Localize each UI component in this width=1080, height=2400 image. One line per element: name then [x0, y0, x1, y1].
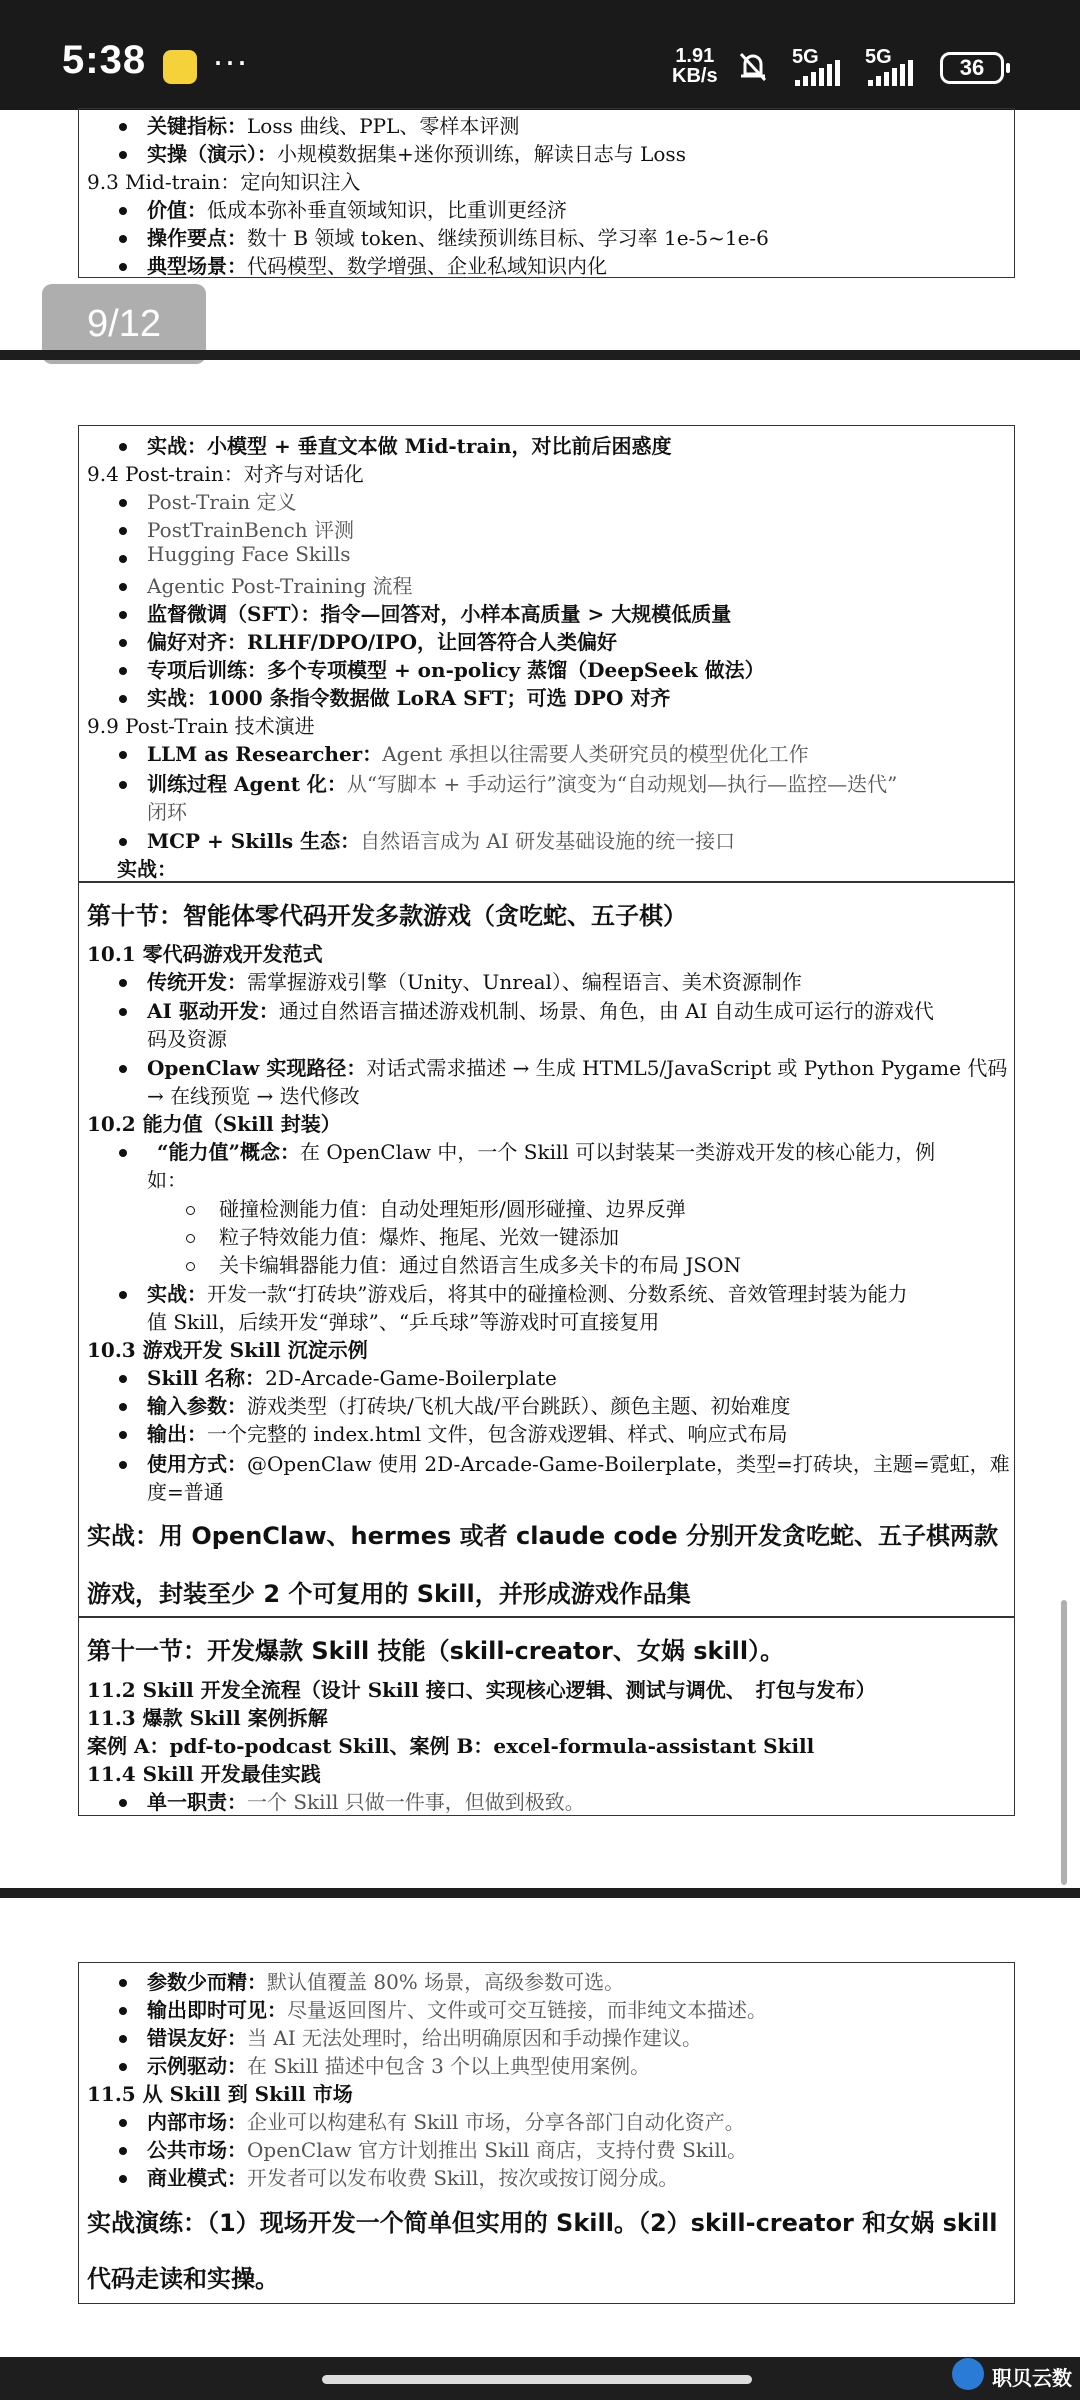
clock: 5:38 [62, 38, 147, 82]
section-title: 第十一节：开发爆款 Skill 技能（skill-creator、女娲 skill）。 [87, 1637, 785, 1665]
section-heading: 11.2 Skill 开发全流程（设计 Skill 接口、实现核心逻辑、测试与调优、 打包与发布） [87, 1678, 876, 1702]
list-item: 单一职责：一个 Skill 只做一件事，但做到极致。 [147, 1790, 585, 1814]
list-item: 输出：一个完整的 index.html 文件，包含游戏逻辑、样式、响应式布局 [147, 1422, 788, 1446]
list-item: 错误友好：当 AI 无法处理时，给出明确原因和手动操作建议。 [147, 2026, 703, 2050]
list-item: 示例驱动：在 Skill 描述中包含 3 个以上典型使用案例。 [147, 2054, 651, 2078]
section-heading: 11.4 Skill 开发最佳实践 [87, 1762, 321, 1786]
more-notifications-icon: ··· [212, 40, 248, 81]
list-item: 偏好对齐：RLHF/DPO/IPO，让回答符合人类偏好 [147, 630, 618, 654]
list-item: 粒子特效能力值：爆炸、拖尾、光效一键添加 [219, 1225, 619, 1249]
list-item: 碰撞检测能力值：自动处理矩形/圆形碰撞、边界反弹 [219, 1197, 686, 1221]
list-item: 实战：小模型 + 垂直文本做 Mid-train，对比前后困惑度 [147, 434, 672, 458]
list-item: 训练过程 Agent 化：从“写脚本 + 手动运行”演变为“自动规划—执行—监控—迭代” [147, 772, 898, 796]
list-item: 实战： [117, 857, 177, 881]
list-item: 使用方式：@OpenClaw 使用 2D-Arcade-Game-Boilerplate，类型=打砖块，主题=霓虹，难 [147, 1452, 1010, 1476]
list-item: 参数少而精：默认值覆盖 80% 场景，高级参数可选。 [147, 1970, 625, 1994]
list-item: MCP + Skills 生态：自然语言成为 AI 研发基础设施的统一接口 [147, 829, 736, 853]
app-notification-icon [163, 50, 197, 84]
list-item: 实操（演示）： [147, 142, 277, 166]
list-item: 公共市场：OpenClaw 官方计划推出 Skill 商店，支持付费 Skill。 [147, 2138, 748, 2162]
section-heading: 10.2 能力值（Skill 封装） [87, 1112, 341, 1136]
network-type-2: 5G [865, 46, 892, 68]
watermark-logo-icon [952, 2358, 984, 2390]
list-item: Agentic Post-Training 流程 [147, 574, 413, 598]
list-item: AI 驱动开发：通过自然语言描述游戏机制、场景、角色，由 AI 自动生成可运行的游戏代 [147, 999, 934, 1023]
section-title: 第十节：智能体零代码开发多款游戏（贪吃蛇、五子棋） [87, 902, 687, 930]
battery-icon: 36 [940, 52, 1004, 84]
list-item: 实战：1000 条指令数据做 LoRA SFT；可选 DPO 对齐 [147, 686, 671, 710]
list-item: 操作要点： [147, 226, 247, 250]
list-item: 输入参数：游戏类型（打砖块/飞机大战/平台跳跃）、颜色主题、初始难度 [147, 1394, 791, 1418]
section-heading: 10.3 游戏开发 Skill 沉淀示例 [87, 1338, 368, 1362]
document-page-1: 关键指标：Loss 曲线、PPL、零样本评测 实操（演示）：小规模数据集+迷你预训练，解读日志与 Loss 9.3 Mid-train：定向知识注入 价值：低成本弥补垂直领域知识，比重训更经济 操作要点：数十 B 领域 token、继续预训练目标、学习率 1e-5~1e-6 典型场景：代码模型、数学增强、企业私域知识内化 [78, 108, 1015, 278]
list-item: 关卡编辑器能力值：通过自然语言生成多关卡的布局 JSON [219, 1253, 741, 1277]
list-item: 监督微调（SFT）：指令—回答对，小样本高质量 > 大规模低质量 [147, 602, 732, 626]
section-heading: 案例 A：pdf-to-podcast Skill、案例 B：excel-formula-assistant Skill [87, 1734, 815, 1758]
list-item: Post-Train 定义 [147, 490, 297, 514]
list-item: Skill 名称：2D-Arcade-Game-Boilerplate [147, 1366, 557, 1390]
section-heading: 9.4 Post-train：对齐与对话化 [87, 462, 364, 486]
watermark-text: 职贝云数 [992, 2366, 1072, 2390]
list-item: 专项后训练：多个专项模型 + on-policy 蒸馏（DeepSeek 做法） [147, 658, 765, 682]
section-heading: 9.9 Post-Train 技术演进 [87, 714, 315, 738]
status-bar [0, 0, 1080, 110]
list-item: 关键指标： [147, 114, 247, 138]
signal-bars-1-icon [795, 56, 855, 86]
mute-bell-icon [733, 46, 773, 86]
signal-bars-2-icon [868, 56, 928, 86]
practice-text: 代码走读和实操。 [87, 2265, 279, 2293]
list-item: 传统开发：需掌握游戏引擎（Unity、Unreal）、编程语言、美术资源制作 [147, 970, 802, 994]
list-item: Hugging Face Skills [147, 542, 351, 566]
network-speed: 1.91 KB/s [672, 45, 718, 87]
section-heading: 11.3 爆款 Skill 案例拆解 [87, 1706, 328, 1730]
list-item: PostTrainBench 评测 [147, 518, 354, 542]
list-item: 商业模式：开发者可以发布收费 Skill，按次或按订阅分成。 [147, 2166, 679, 2190]
section-heading: 11.5 从 Skill 到 Skill 市场 [87, 2082, 353, 2106]
scrollbar[interactable] [1061, 1600, 1067, 1885]
list-item: 实战：开发一款“打砖块”游戏后，将其中的碰撞检测、分数系统、音效管理封装为能力 [147, 1282, 908, 1306]
practice-text: 实战：用 OpenClaw、hermes 或者 claude code 分别开发贪吃蛇、五子棋两款 [87, 1522, 999, 1550]
page-separator [0, 1888, 1080, 1898]
list-item: 典型场景： [147, 254, 247, 278]
list-item: 价值： [147, 198, 207, 222]
section-heading: 10.1 零代码游戏开发范式 [87, 942, 323, 966]
home-gesture-bar[interactable] [322, 2375, 752, 2384]
practice-text: 实战演练：（1）现场开发一个简单但实用的 Skill。（2）skill-creator 和女娲 skill [87, 2209, 998, 2237]
list-item: OpenClaw 实现路径：对话式需求描述 → 生成 HTML5/JavaScript 或 Python Pygame 代码 [147, 1056, 1008, 1080]
practice-text: 游戏，封装至少 2 个可复用的 Skill，并形成游戏作品集 [87, 1580, 691, 1608]
list-item: 输出即时可见：尽量返回图片、文件或可交互链接，而非纯文本描述。 [147, 1998, 767, 2022]
list-item: 内部市场：企业可以构建私有 Skill 市场，分享各部门自动化资产。 [147, 2110, 745, 2134]
section-heading: 9.3 Mid-train：定向知识注入 [87, 170, 361, 194]
document-page-2: 实战：小模型 + 垂直文本做 Mid-train，对比前后困惑度 9.4 Post-train：对齐与对话化 Post-Train 定义 PostTrainBench 评测 Hugging Face Skills Agentic Post-Training 流程 监督微调（SFT）：指令—回答对，小样本高质量 > 大规模低质量 偏好对齐：RLHF/DPO/IPO，让回答符合人类偏好 专项后训练：多个专项模型 + on-policy 蒸馏（DeepSeek 做法） 实战：1000 条指令数据做 LoRA SFT；可选 DPO 对齐 9.9 Post-Train 技术演进 LLM as Researcher：Agent 承担以往需要人类研究员的模型优化工作 训练过程 Agent 化：从“写脚本 + 手动运行”演变为“自动规划—执行—监控—迭代” 闭环 MCP + Skills 生态：自然语言成为 AI 研发基础设施的统一接口 实战： 第十节：智能体零代码开发多款游戏（贪吃蛇、五子棋） 10.1 零代码游戏开发范式 传统开发：需掌握游戏引擎（Unity、Unreal）、编程语言、美术资源制作 AI 驱动开发：通过自然语言描述游戏机制、场景、角色，由 AI 自动生成可运行的游戏代 码及资源 OpenClaw 实现路径：对话式需求描述 → 生成 HTML5/JavaScript 或 Python Pygame 代码 → 在线预览 → 迭代修改 10.2 能力值（Skill 封装） “能力值”概念：在 OpenClaw 中，一个 Skill 可以封装某一类游戏开发的核心能力，例 如： 碰撞检测能力值：自动处理矩形/圆形碰撞、边界反弹 粒子特效能力值：爆炸、拖尾、光效一键添加 关卡编辑器能力值：通过自然语言生成多关卡的布局 JSON 实战：开发一款“打砖块”游戏后，将其中的碰撞检测、分数系统、音效管理封装为能力 值 Skill，后续开发“弹球”、“乒乓球”等游戏时可直接复用 10.3 游戏开发 Skill 沉淀示例 Skill 名称：2D-Arcade-Game-Boilerplate 输入参数：游戏类型（打砖块/飞机大战/平台跳跃）、颜色主题、初始难度 输出：一个完整的 index.html 文件，包含游戏逻辑、样式、响应式布局 使用方式：@OpenClaw 使用 2D-Arcade-Game-Boilerplate，类型=打砖块，主题=霓虹，难 度=普通 实战：用 OpenClaw、hermes 或者 claude code 分别开发贪吃蛇、五子棋两款 游戏，封装至少 2 个可复用的 Skill，并形成游戏作品集 第十一节：开发爆款 Skill 技能（skill-creator、女娲 skill）。 11.2 Skill 开发全流程（设计 Skill 接口、实现核心逻辑、测试与调优、 打包与发布） 11.3 爆款 Skill 案例拆解 案例 A：pdf-to-podcast Skill、案例 B：excel-formula-assistant Skill 11.4 Skill 开发最佳实践 单一职责：一个 Skill 只做一件事，但做到极致。 [78, 425, 1015, 1816]
page-indicator: 9/12 [42, 284, 206, 364]
list-item: LLM as Researcher：Agent 承担以往需要人类研究员的模型优化工作 [147, 742, 809, 766]
network-type-1: 5G [792, 46, 819, 68]
list-item: “能力值”概念：在 OpenClaw 中，一个 Skill 可以封装某一类游戏开发的核心能力，例 [157, 1140, 936, 1164]
page-separator [0, 350, 1080, 360]
document-page-3 [78, 1962, 1015, 2304]
